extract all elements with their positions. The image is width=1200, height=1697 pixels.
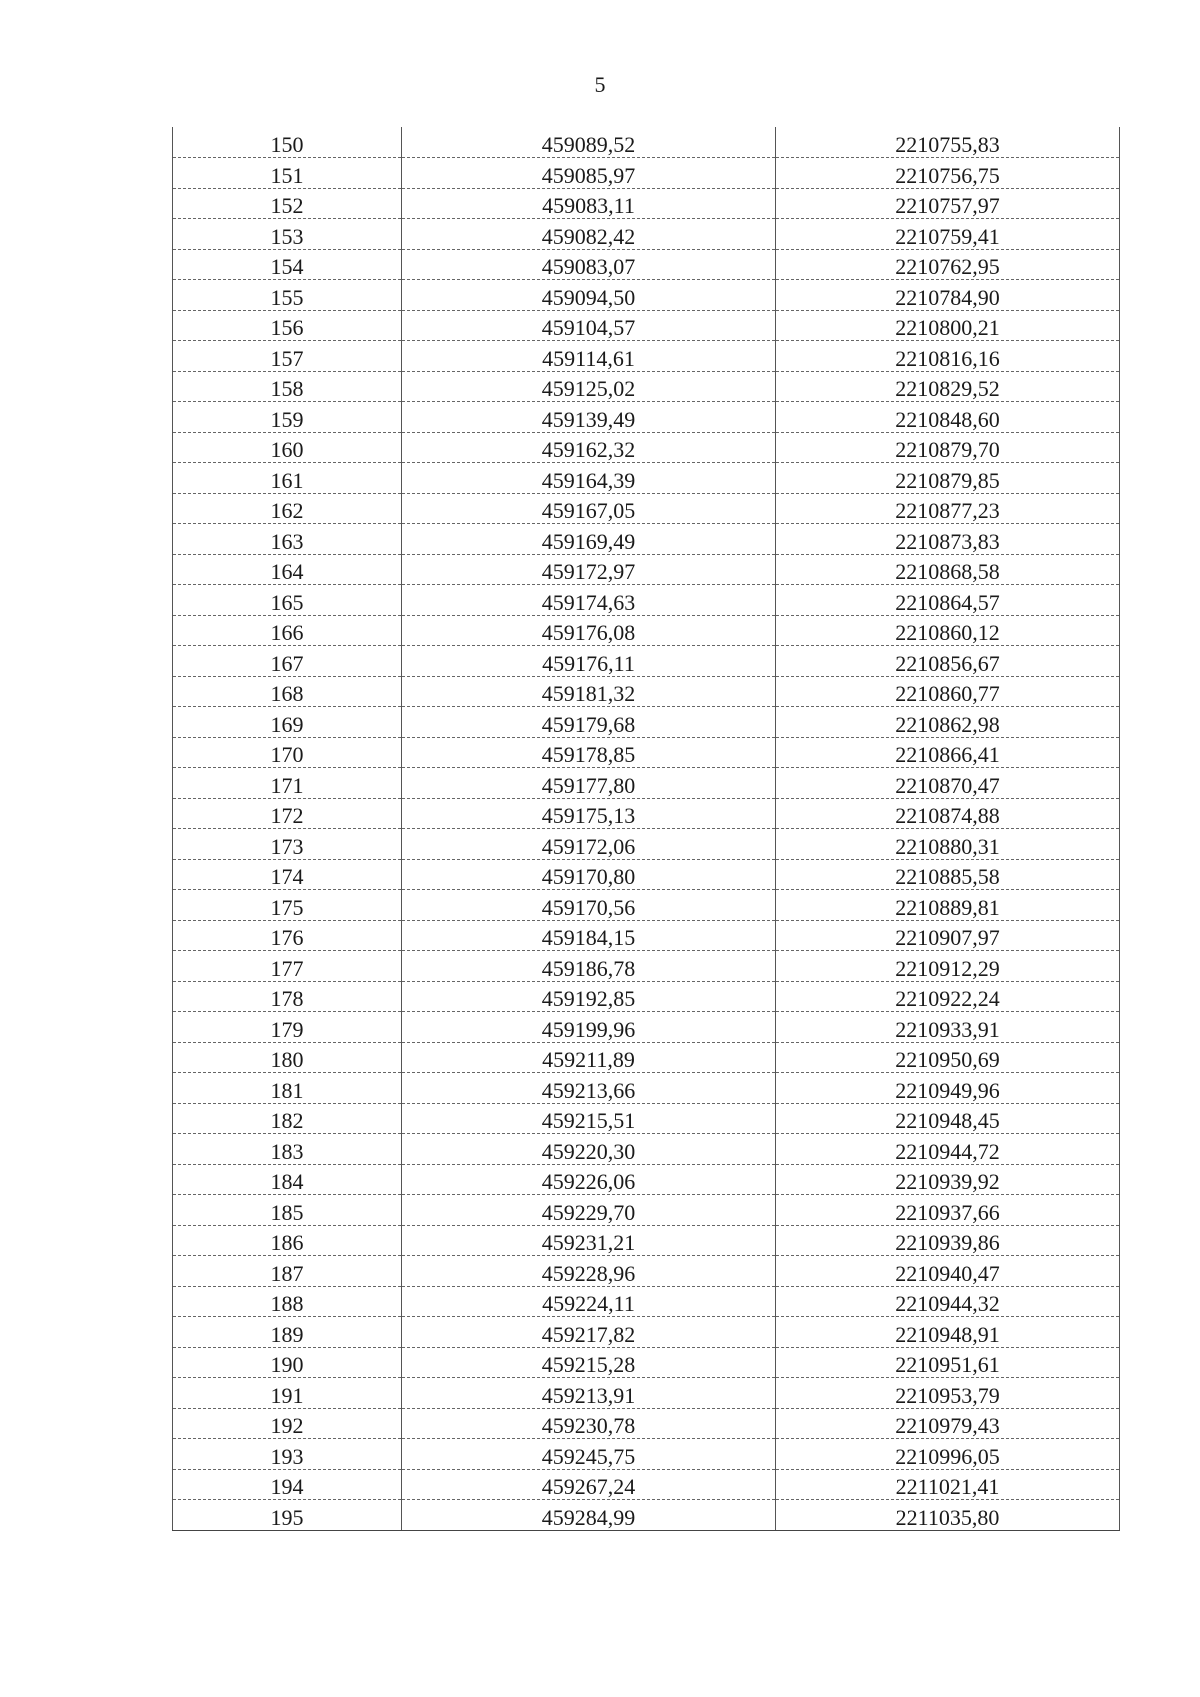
table-row [173, 402, 1120, 433]
point-number-cell: 163 [173, 524, 402, 555]
table-row [173, 646, 1120, 677]
point-number-cell: 161 [173, 463, 402, 494]
x-coordinate-cell: 459224,11 [402, 1286, 776, 1317]
point-number-cell: 173 [173, 829, 402, 860]
y-coordinate-cell: 2210870,47 [776, 768, 1120, 799]
point-number-cell: 194 [173, 1469, 402, 1500]
point-number-cell: 169 [173, 707, 402, 738]
table-row [173, 768, 1120, 799]
x-coordinate-cell: 459215,28 [402, 1347, 776, 1378]
x-coordinate-cell: 459213,66 [402, 1073, 776, 1104]
x-coordinate-cell: 459220,30 [402, 1134, 776, 1165]
y-coordinate-cell: 2210880,31 [776, 829, 1120, 860]
point-number-cell: 179 [173, 1012, 402, 1043]
x-coordinate-cell: 459162,32 [402, 432, 776, 463]
table-row [173, 859, 1120, 890]
x-coordinate-cell: 459245,75 [402, 1439, 776, 1470]
table-row [173, 981, 1120, 1012]
x-coordinate-cell: 459213,91 [402, 1378, 776, 1409]
x-coordinate-cell: 459083,11 [402, 188, 776, 219]
point-number-cell: 165 [173, 585, 402, 616]
y-coordinate-cell: 2210864,57 [776, 585, 1120, 616]
table-row [173, 1103, 1120, 1134]
y-coordinate-cell: 2210912,29 [776, 951, 1120, 982]
y-coordinate-cell: 2210816,16 [776, 341, 1120, 372]
table-row [173, 920, 1120, 951]
x-coordinate-cell: 459228,96 [402, 1256, 776, 1287]
table-row [173, 1347, 1120, 1378]
table-row [173, 737, 1120, 768]
x-coordinate-cell: 459085,97 [402, 158, 776, 189]
y-coordinate-cell: 2210885,58 [776, 859, 1120, 890]
table-row [173, 951, 1120, 982]
x-coordinate-cell: 459104,57 [402, 310, 776, 341]
y-coordinate-cell: 2211035,80 [776, 1500, 1120, 1531]
point-number-cell: 183 [173, 1134, 402, 1165]
y-coordinate-cell: 2210756,75 [776, 158, 1120, 189]
point-number-cell: 189 [173, 1317, 402, 1348]
point-number-cell: 168 [173, 676, 402, 707]
y-coordinate-cell: 2210860,12 [776, 615, 1120, 646]
y-coordinate-cell: 2210874,88 [776, 798, 1120, 829]
table-row [173, 1439, 1120, 1470]
table-row [173, 280, 1120, 311]
x-coordinate-cell: 459083,07 [402, 249, 776, 280]
point-number-cell: 195 [173, 1500, 402, 1531]
y-coordinate-cell: 2210879,70 [776, 432, 1120, 463]
table-row [173, 341, 1120, 372]
table-row [173, 1378, 1120, 1409]
y-coordinate-cell: 2210759,41 [776, 219, 1120, 250]
x-coordinate-cell: 459217,82 [402, 1317, 776, 1348]
x-coordinate-cell: 459167,05 [402, 493, 776, 524]
page-number: 5 [594, 72, 606, 97]
table-row [173, 1225, 1120, 1256]
point-number-cell: 186 [173, 1225, 402, 1256]
table-row [173, 463, 1120, 494]
y-coordinate-cell: 2210755,83 [776, 127, 1120, 158]
point-number-cell: 164 [173, 554, 402, 585]
x-coordinate-cell: 459178,85 [402, 737, 776, 768]
point-number-cell: 181 [173, 1073, 402, 1104]
table-row [173, 1408, 1120, 1439]
x-coordinate-cell: 459082,42 [402, 219, 776, 250]
table-row [173, 707, 1120, 738]
x-coordinate-cell: 459230,78 [402, 1408, 776, 1439]
table-row [173, 1073, 1120, 1104]
point-number-cell: 162 [173, 493, 402, 524]
y-coordinate-cell: 2210879,85 [776, 463, 1120, 494]
point-number-cell: 166 [173, 615, 402, 646]
x-coordinate-cell: 459176,08 [402, 615, 776, 646]
y-coordinate-cell: 2210996,05 [776, 1439, 1120, 1470]
point-number-cell: 184 [173, 1164, 402, 1195]
x-coordinate-cell: 459215,51 [402, 1103, 776, 1134]
point-number-cell: 185 [173, 1195, 402, 1226]
point-number-cell: 193 [173, 1439, 402, 1470]
y-coordinate-cell: 2210868,58 [776, 554, 1120, 585]
y-coordinate-cell: 2210757,97 [776, 188, 1120, 219]
y-coordinate-cell: 2210948,91 [776, 1317, 1120, 1348]
table-row [173, 554, 1120, 585]
y-coordinate-cell: 2210800,21 [776, 310, 1120, 341]
y-coordinate-cell: 2210848,60 [776, 402, 1120, 433]
y-coordinate-cell: 2210907,97 [776, 920, 1120, 951]
y-coordinate-cell: 2210950,69 [776, 1042, 1120, 1073]
point-number-cell: 155 [173, 280, 402, 311]
table-row [173, 219, 1120, 250]
y-coordinate-cell: 2210948,45 [776, 1103, 1120, 1134]
x-coordinate-cell: 459181,32 [402, 676, 776, 707]
x-coordinate-cell: 459199,96 [402, 1012, 776, 1043]
point-number-cell: 190 [173, 1347, 402, 1378]
y-coordinate-cell: 2210784,90 [776, 280, 1120, 311]
x-coordinate-cell: 459164,39 [402, 463, 776, 494]
point-number-cell: 177 [173, 951, 402, 982]
point-number-cell: 167 [173, 646, 402, 677]
table-row [173, 1286, 1120, 1317]
point-number-cell: 158 [173, 371, 402, 402]
y-coordinate-cell: 2210866,41 [776, 737, 1120, 768]
table-row [173, 890, 1120, 921]
point-number-cell: 176 [173, 920, 402, 951]
table-row [173, 188, 1120, 219]
x-coordinate-cell: 459184,15 [402, 920, 776, 951]
table-row [173, 1134, 1120, 1165]
y-coordinate-cell: 2210939,92 [776, 1164, 1120, 1195]
point-number-cell: 188 [173, 1286, 402, 1317]
table-row [173, 1317, 1120, 1348]
x-coordinate-cell: 459177,80 [402, 768, 776, 799]
y-coordinate-cell: 2210889,81 [776, 890, 1120, 921]
point-number-cell: 150 [173, 127, 402, 158]
y-coordinate-cell: 2210856,67 [776, 646, 1120, 677]
x-coordinate-cell: 459231,21 [402, 1225, 776, 1256]
table-row [173, 1256, 1120, 1287]
point-number-cell: 156 [173, 310, 402, 341]
point-number-cell: 160 [173, 432, 402, 463]
x-coordinate-cell: 459170,80 [402, 859, 776, 890]
point-number-cell: 153 [173, 219, 402, 250]
table-row [173, 249, 1120, 280]
point-number-cell: 154 [173, 249, 402, 280]
table-row [173, 1012, 1120, 1043]
table-row [173, 829, 1120, 860]
y-coordinate-cell: 2210922,24 [776, 981, 1120, 1012]
y-coordinate-cell: 2210937,66 [776, 1195, 1120, 1226]
table-row [173, 676, 1120, 707]
x-coordinate-cell: 459176,11 [402, 646, 776, 677]
point-number-cell: 170 [173, 737, 402, 768]
point-number-cell: 182 [173, 1103, 402, 1134]
y-coordinate-cell: 2210949,96 [776, 1073, 1120, 1104]
y-coordinate-cell: 2210953,79 [776, 1378, 1120, 1409]
y-coordinate-cell: 2210933,91 [776, 1012, 1120, 1043]
point-number-cell: 187 [173, 1256, 402, 1287]
point-number-cell: 172 [173, 798, 402, 829]
table-row [173, 585, 1120, 616]
table-row [173, 615, 1120, 646]
table-row [173, 432, 1120, 463]
x-coordinate-cell: 459267,24 [402, 1469, 776, 1500]
x-coordinate-cell: 459139,49 [402, 402, 776, 433]
y-coordinate-cell: 2210951,61 [776, 1347, 1120, 1378]
table-row [173, 1195, 1120, 1226]
y-coordinate-cell: 2210939,86 [776, 1225, 1120, 1256]
y-coordinate-cell: 2210940,47 [776, 1256, 1120, 1287]
x-coordinate-cell: 459125,02 [402, 371, 776, 402]
table-row [173, 1042, 1120, 1073]
point-number-cell: 159 [173, 402, 402, 433]
point-number-cell: 180 [173, 1042, 402, 1073]
point-number-cell: 192 [173, 1408, 402, 1439]
x-coordinate-cell: 459226,06 [402, 1164, 776, 1195]
y-coordinate-cell: 2210860,77 [776, 676, 1120, 707]
x-coordinate-cell: 459114,61 [402, 341, 776, 372]
y-coordinate-cell: 2210829,52 [776, 371, 1120, 402]
x-coordinate-cell: 459094,50 [402, 280, 776, 311]
table-row [173, 524, 1120, 555]
y-coordinate-cell: 2210979,43 [776, 1408, 1120, 1439]
y-coordinate-cell: 2210877,23 [776, 493, 1120, 524]
x-coordinate-cell: 459229,70 [402, 1195, 776, 1226]
x-coordinate-cell: 459174,63 [402, 585, 776, 616]
point-number-cell: 191 [173, 1378, 402, 1409]
coordinates-table [172, 127, 1120, 1531]
point-number-cell: 171 [173, 768, 402, 799]
x-coordinate-cell: 459211,89 [402, 1042, 776, 1073]
table-row [173, 1164, 1120, 1195]
table-row [173, 798, 1120, 829]
x-coordinate-cell: 459175,13 [402, 798, 776, 829]
x-coordinate-cell: 459284,99 [402, 1500, 776, 1531]
point-number-cell: 152 [173, 188, 402, 219]
table-row [173, 493, 1120, 524]
y-coordinate-cell: 2210944,32 [776, 1286, 1120, 1317]
y-coordinate-cell: 2210862,98 [776, 707, 1120, 738]
table-row [173, 310, 1120, 341]
y-coordinate-cell: 2210944,72 [776, 1134, 1120, 1165]
x-coordinate-cell: 459089,52 [402, 127, 776, 158]
table-row [173, 158, 1120, 189]
table-row [173, 1469, 1120, 1500]
y-coordinate-cell: 2211021,41 [776, 1469, 1120, 1500]
y-coordinate-cell: 2210873,83 [776, 524, 1120, 555]
x-coordinate-cell: 459179,68 [402, 707, 776, 738]
point-number-cell: 174 [173, 859, 402, 890]
point-number-cell: 178 [173, 981, 402, 1012]
y-coordinate-cell: 2210762,95 [776, 249, 1120, 280]
x-coordinate-cell: 459170,56 [402, 890, 776, 921]
x-coordinate-cell: 459192,85 [402, 981, 776, 1012]
x-coordinate-cell: 459186,78 [402, 951, 776, 982]
point-number-cell: 157 [173, 341, 402, 372]
point-number-cell: 151 [173, 158, 402, 189]
x-coordinate-cell: 459172,06 [402, 829, 776, 860]
point-number-cell: 175 [173, 890, 402, 921]
x-coordinate-cell: 459172,97 [402, 554, 776, 585]
table-row [173, 127, 1120, 158]
table-row [173, 1500, 1120, 1531]
x-coordinate-cell: 459169,49 [402, 524, 776, 555]
table-row [173, 371, 1120, 402]
